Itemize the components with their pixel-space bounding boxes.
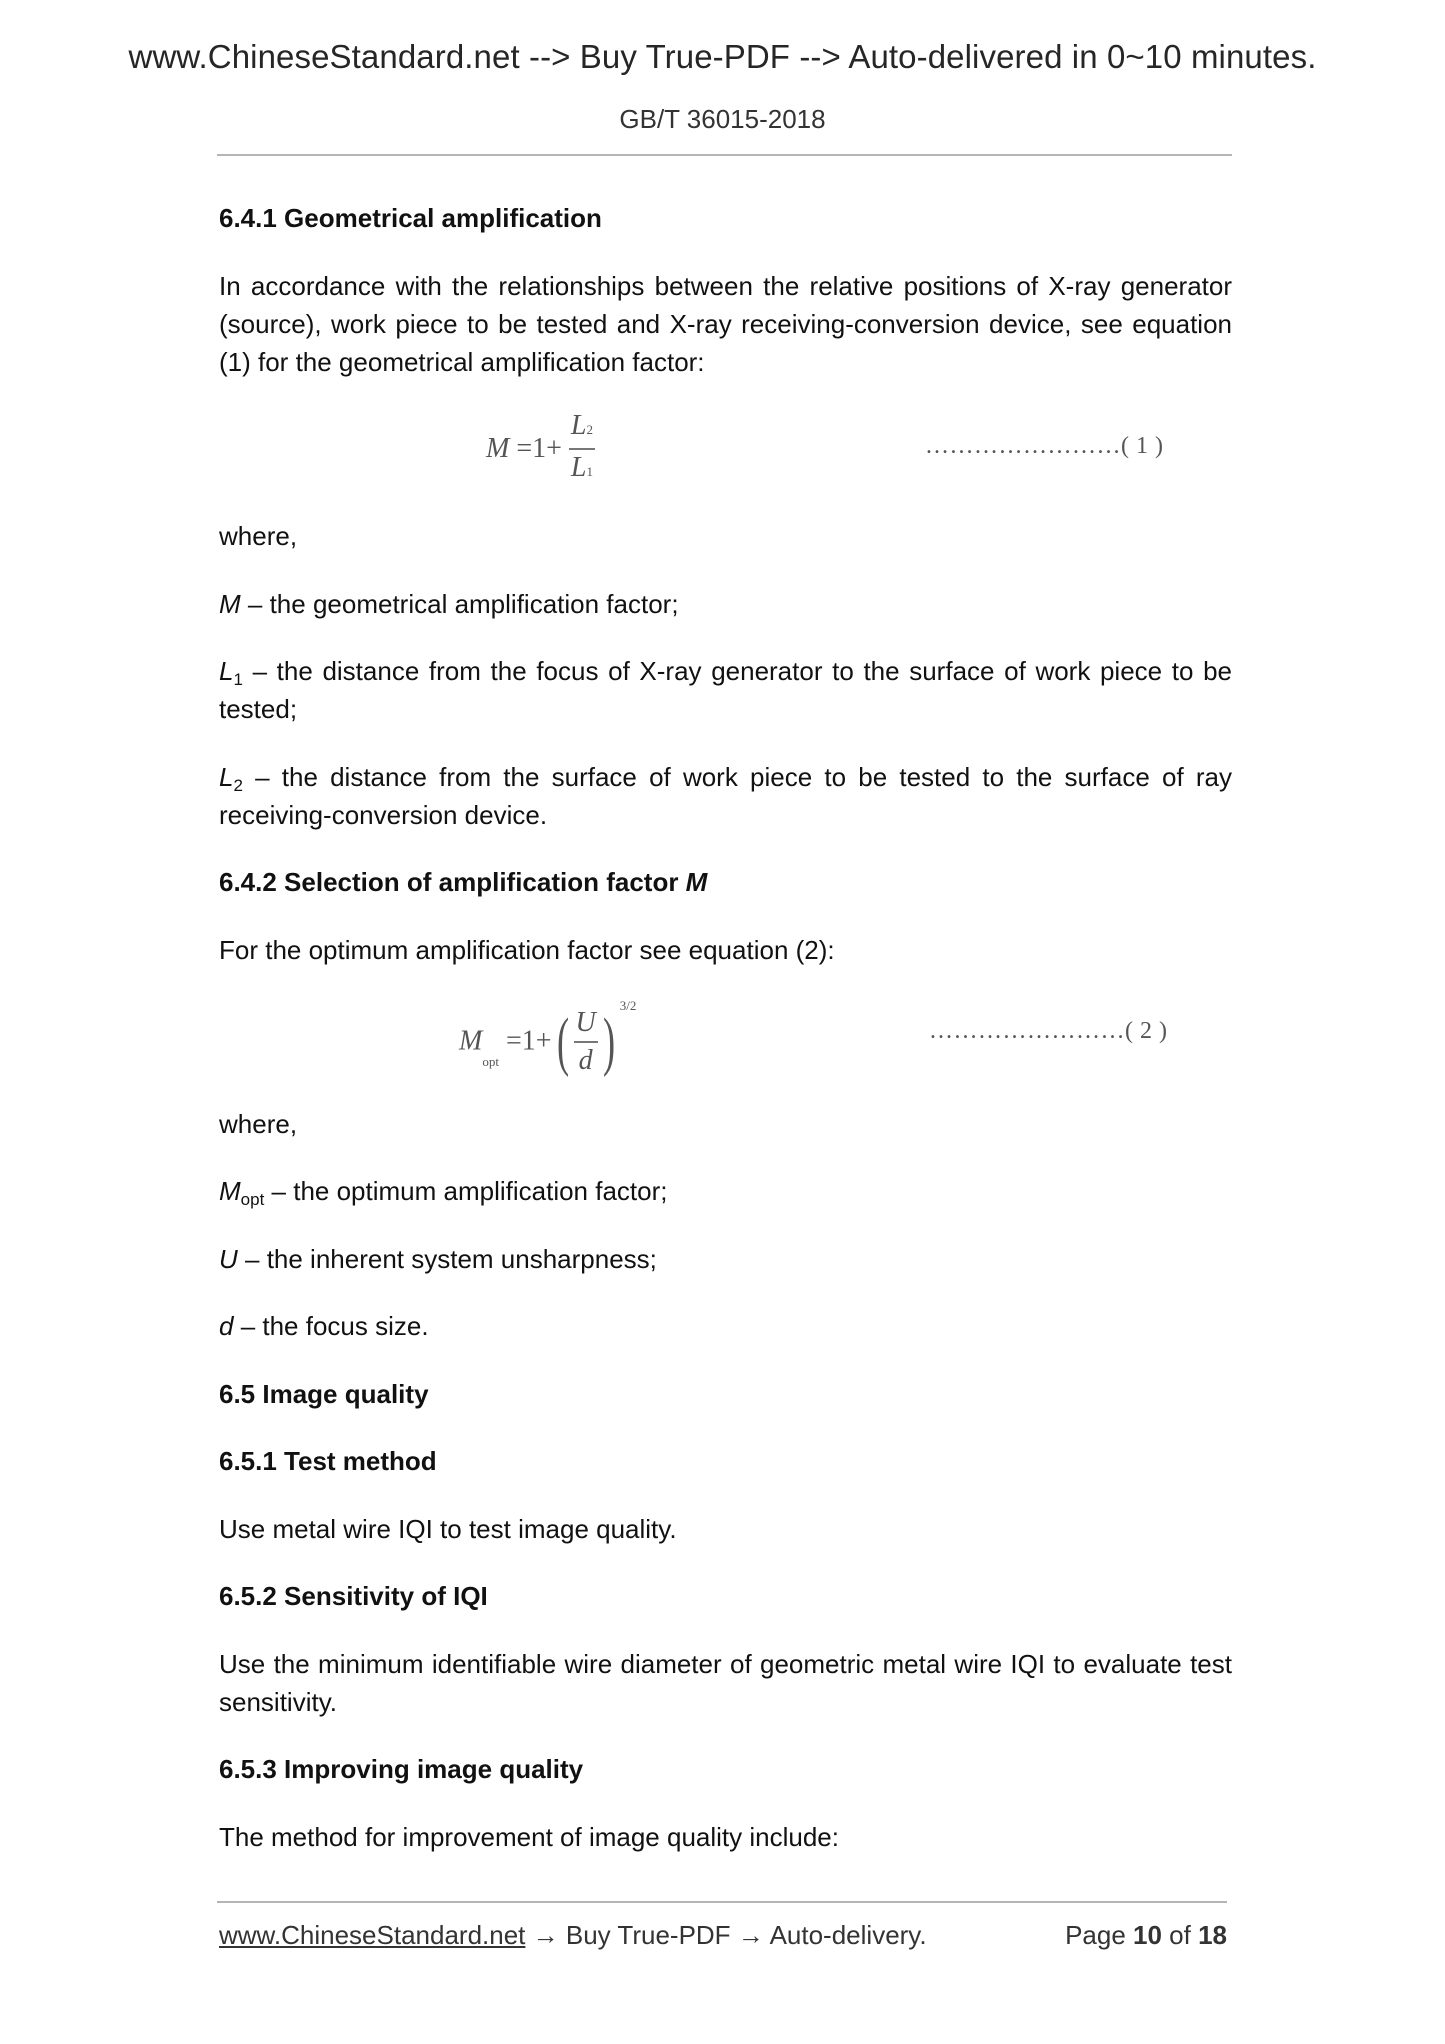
eq2-fraction	[574, 1007, 598, 1077]
eq1-fraction	[569, 410, 595, 488]
standard-number: GB/T 36015-2018	[619, 104, 826, 134]
page-footer	[219, 1920, 1227, 1951]
paragraph-6-5-3: The method for improvement of image quality include:	[219, 1822, 839, 1852]
footer-tagline: → Buy True-PDF → Auto-delivery.	[525, 1920, 927, 1950]
total-pages-number: 18	[1198, 1920, 1227, 1950]
heading-6-5-3: 6.5.3 Improving image quality	[219, 1754, 584, 1784]
eq1-lhs: M	[486, 433, 510, 464]
where-label-2: where,	[219, 1109, 298, 1139]
heading-6-4-1: 6.4.1 Geometrical amplification	[219, 203, 602, 233]
equation-2: $M_{opt} =1+$( $\frac{U}{d}$ ) $^{3/2}$	[459, 998, 637, 1078]
eq2-numerator: U	[575, 1006, 596, 1038]
eq1-denominator: L	[570, 452, 587, 483]
where-label-1: where,	[219, 521, 298, 551]
equation-1-number: ……………………( 1 )	[925, 433, 1164, 459]
footer-divider	[217, 1901, 1227, 1903]
header-divider	[217, 154, 1232, 156]
eq2-lhs: M	[459, 1025, 483, 1057]
eq2-operator: =1+	[505, 1025, 552, 1057]
heading-6-5: 6.5 Image quality	[219, 1379, 429, 1409]
eq1-numerator-sub: 2	[586, 422, 593, 437]
paragraph-6-5-2: Use the minimum identifiable wire diameter of geometric metal wire IQI to evaluate test sensitivity.	[219, 1649, 1232, 1717]
paragraph-6-4-1: In accordance with the relationships between the relative positions of X-ray generator (source), work piece to be tested and X-ray receiving-conversion device, see equation (1) for the geometrical amplification factor:	[219, 271, 1232, 377]
definition-M: M – the geometrical amplification factor;	[219, 589, 679, 619]
paragraph-6-4-2: For the optimum amplification factor see equation (2):	[219, 935, 835, 965]
heading-6-5-1: 6.5.1 Test method	[219, 1446, 437, 1476]
eq1-operator: =1+	[516, 433, 562, 464]
definition-U: U – the inherent system unsharpness;	[219, 1244, 657, 1274]
eq2-exponent: 3/2	[619, 998, 637, 1013]
definition-d: d – the focus size.	[219, 1311, 429, 1341]
heading-6-5-2: 6.5.2 Sensitivity of IQI	[219, 1581, 488, 1611]
footer-website-link[interactable]: www.ChineseStandard.net	[219, 1920, 526, 1950]
eq1-denominator-sub: 1	[586, 464, 593, 479]
definition-Mopt: $M_{opt}$ – the optimum amplification factor;	[219, 1176, 668, 1209]
definition-L2: $L_2$ – the distance from the surface of work piece to be tested to the surface of ray receiving-conversion device.	[219, 762, 1232, 830]
equation-2-number: ……………………( 2 )	[929, 1018, 1168, 1044]
eq2-lhs-sub: opt	[482, 1054, 499, 1069]
heading-6-4-2: 6.4.2 Selection of amplification factor M	[219, 867, 708, 897]
top-banner: www.ChineseStandard.net --> Buy True-PDF --> Auto-delivered in 0~10 minutes.	[128, 38, 1317, 75]
eq1-numerator: L	[570, 410, 587, 441]
paragraph-6-5-1: Use metal wire IQI to test image quality.	[219, 1514, 677, 1544]
page-indicator: Page 10 of 18	[1065, 1920, 1227, 1950]
equation-1	[486, 410, 595, 488]
definition-L1: $L_1$ – the distance from the focus of X-ray generator to the surface of work piece to be tested;	[219, 656, 1232, 724]
eq2-denominator: d	[578, 1044, 593, 1076]
current-page-number: 10	[1133, 1920, 1162, 1950]
